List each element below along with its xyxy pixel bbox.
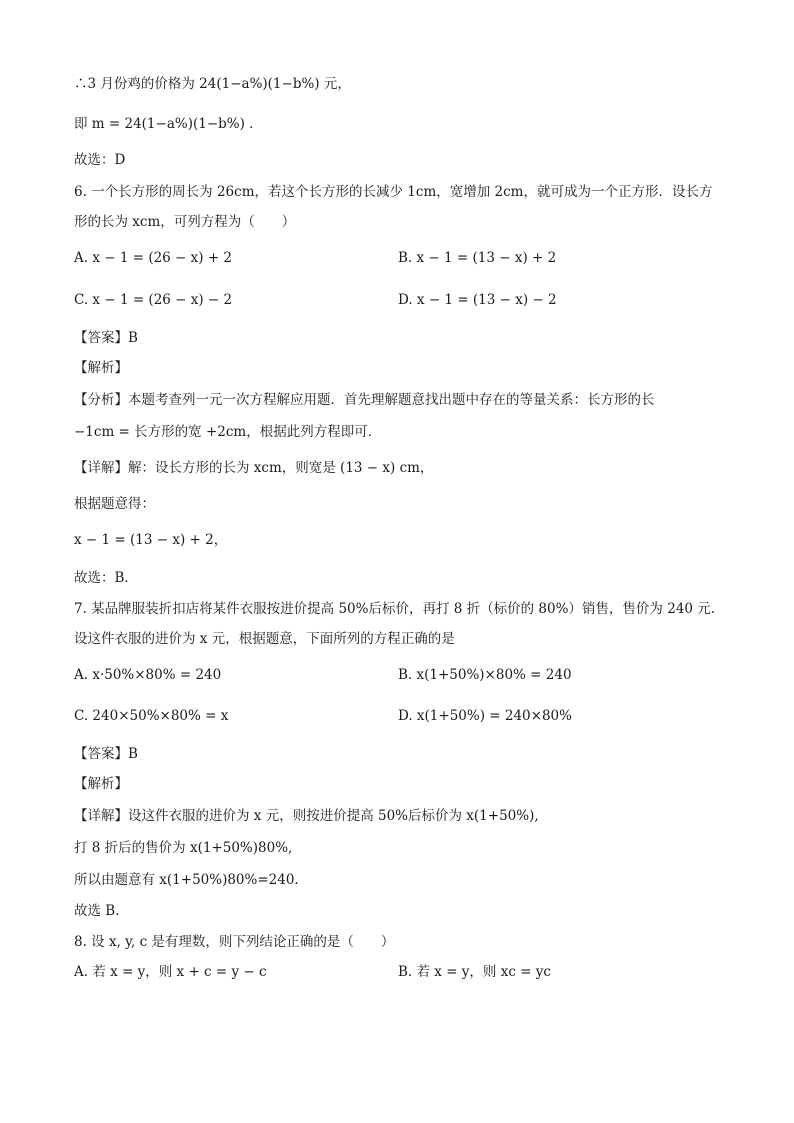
text-line: 故选 B. — [74, 903, 120, 919]
detail-text: 所以由题意有 x(1+50%)80%=240. — [74, 872, 299, 888]
detail-text: 根据题意得： — [74, 496, 155, 512]
text-line: 故选：D — [74, 152, 126, 168]
analysis-label: 【解析】 — [74, 776, 128, 792]
question-7-stem: 7. 某品牌服装折扣店将某件衣服按进价提高 50%后标价，再打 8 折（标价的 80%）销售，售价为 240 元. — [74, 601, 716, 617]
question-8-stem: 8. 设 x, y, c 是有理数，则下列结论正确的是（ ） — [74, 934, 395, 950]
q7-option-a: A. x·50%×80% = 240 — [74, 667, 222, 683]
q6-option-b: B. x − 1 = (13 − x) + 2 — [398, 250, 557, 266]
text-line: 故选：B． — [74, 570, 138, 586]
q6-option-c: C. x − 1 = (26 − x) − 2 — [74, 292, 233, 308]
question-7-stem: 设这件衣服的进价为 x 元，根据题意，下面所列的方程正确的是 — [74, 631, 455, 647]
detail-text: 【详解】解：设长方形的长为 xcm，则宽是 (13 − x) cm， — [74, 460, 434, 476]
q8-option-a: A. 若 x = y，则 x + c = y − c — [74, 964, 267, 980]
detail-text: 【详解】设这件衣服的进价为 x 元，则按进价提高 50%后标价为 x(1+50%), — [74, 808, 539, 824]
q7-option-c: C. 240×50%×80% = x — [74, 708, 229, 724]
text-line: ∴3 月份鸡的价格为 24(1−a%)(1−b%) 元， — [74, 76, 351, 92]
question-6-stem: 6. 一个长方形的周长为 26cm，若这个长方形的长减少 1cm，宽增加 2cm，就可成为一个正方形．设长方 — [74, 184, 713, 200]
detail-text: 打 8 折后的售价为 x(1+50%)80%, — [74, 840, 293, 856]
q7-option-b: B. x(1+50%)×80% = 240 — [398, 667, 572, 683]
text-line: 即 m = 24(1−a%)(1−b%) ． — [74, 116, 263, 132]
q6-option-d: D. x − 1 = (13 − x) − 2 — [398, 292, 557, 308]
q7-option-d: D. x(1+50%) = 240×80% — [398, 708, 572, 724]
analysis-label: 【解析】 — [74, 360, 128, 376]
analysis-text: −1cm = 长方形的宽 +2cm，根据此列方程即可． — [74, 424, 382, 440]
q6-option-a: A. x − 1 = (26 − x) + 2 — [74, 250, 233, 266]
answer-label: 【答案】B — [74, 330, 138, 346]
answer-label: 【答案】B — [74, 746, 138, 762]
analysis-text: 【分析】本题考查列一元一次方程解应用题．首先理解题意找出题中存在的等量关系：长方形的长 — [74, 392, 655, 408]
q8-option-b: B. 若 x = y，则 xc = yc — [398, 964, 551, 980]
equation-line: x − 1 = (13 − x) + 2， — [74, 532, 228, 548]
question-6-stem: 形的长为 xcm，可列方程为（ ） — [74, 214, 296, 230]
